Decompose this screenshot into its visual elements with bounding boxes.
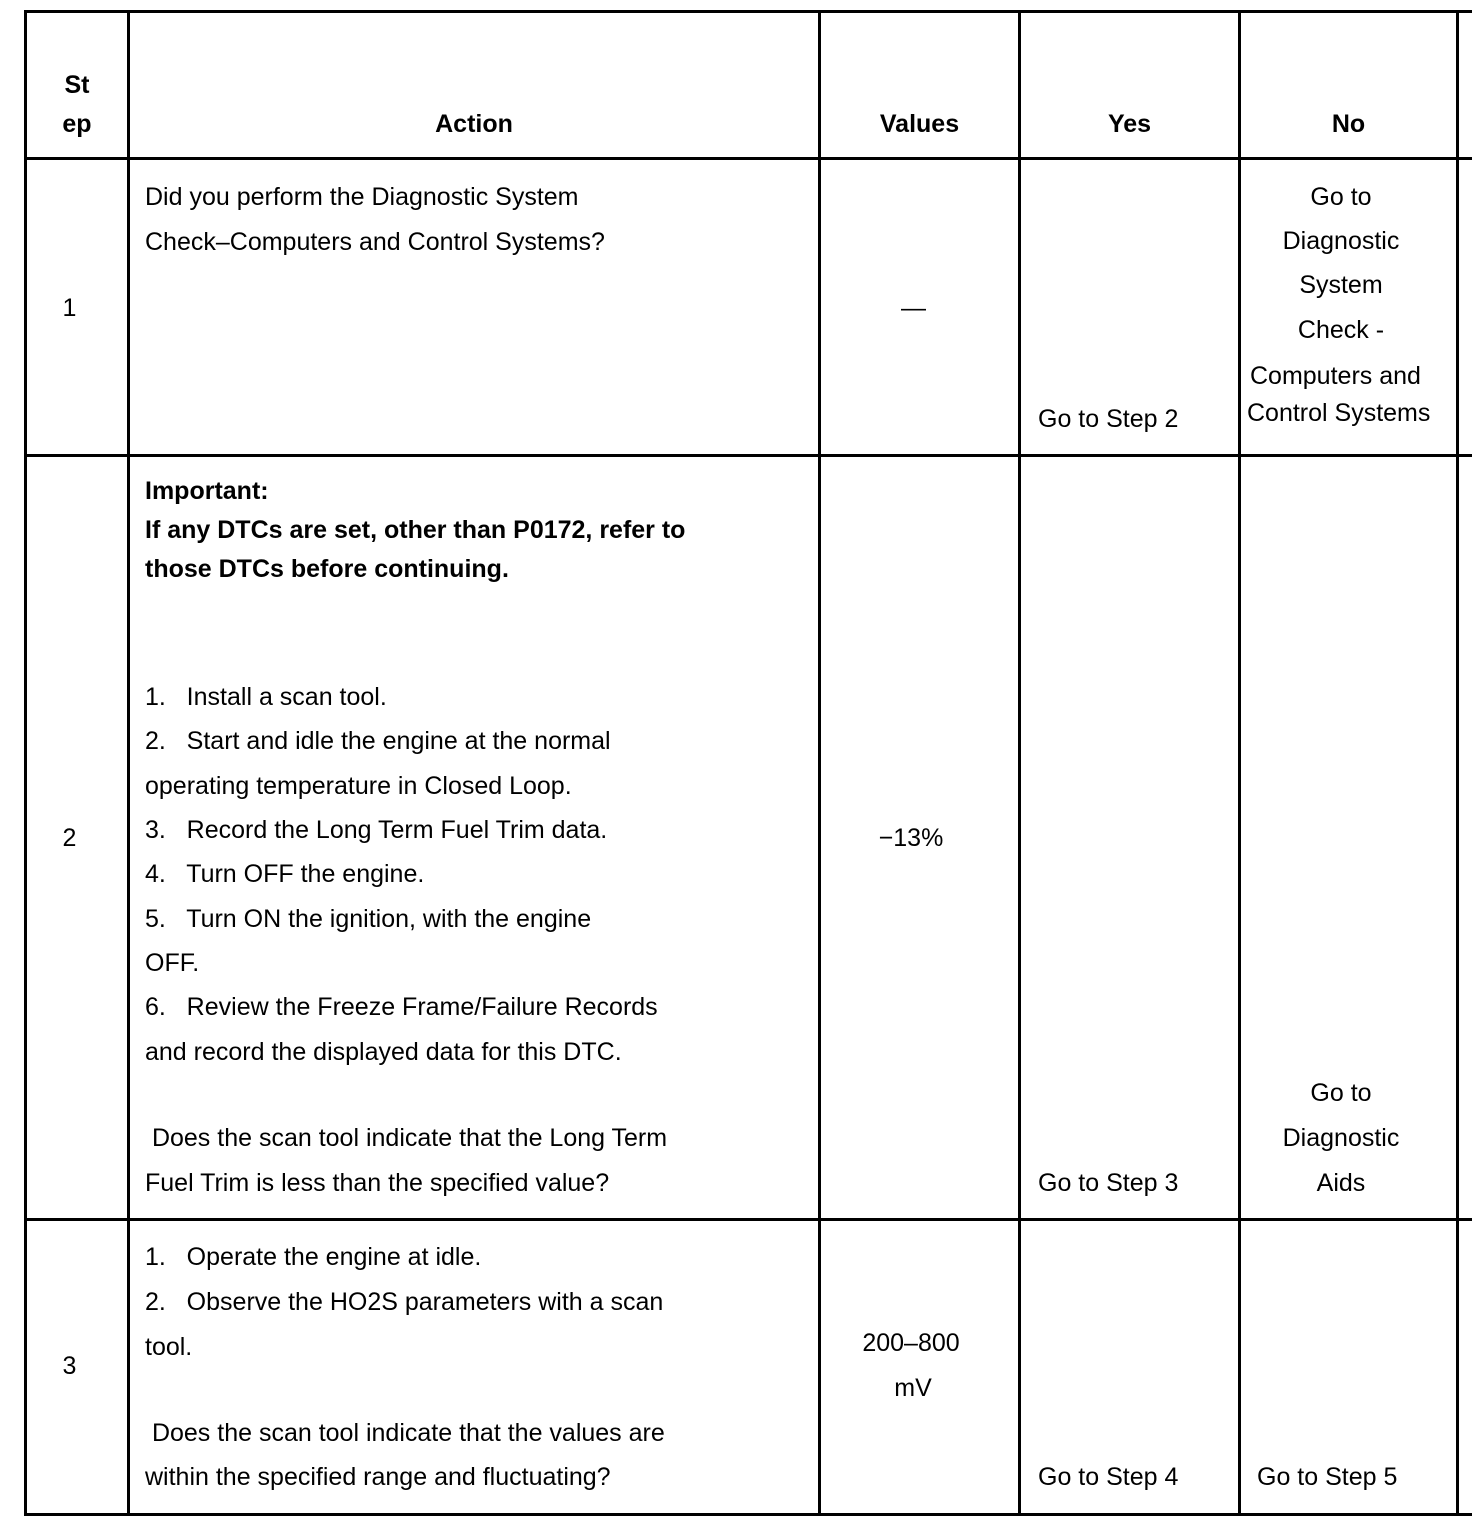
row2-action-line7: OFF. <box>145 949 200 977</box>
row1-no-line1: Go to <box>1310 183 1372 211</box>
row3-question-line1: Does the scan tool indicate that the values are <box>145 1419 665 1447</box>
header-step-line2: ep <box>62 110 92 138</box>
important-text-line1: If any DTCs are set, other than P0172, refer to <box>145 516 686 544</box>
step-number-2: 2 <box>62 824 77 852</box>
column-divider-values <box>1018 10 1021 1516</box>
table-border-bottom <box>24 1513 1472 1516</box>
table-border-top <box>24 10 1472 13</box>
row2-action-line4: 3. Record the Long Term Fuel Trim data. <box>145 816 608 844</box>
row3-question-line2: within the specified range and fluctuating? <box>145 1463 611 1491</box>
row2-action-line3: operating temperature in Closed Loop. <box>145 772 572 800</box>
header-yes: Yes <box>1107 110 1152 138</box>
row3-value-line2: mV <box>894 1374 932 1402</box>
row2-action-line6: 5. Turn ON the ignition, with the engine <box>145 905 592 933</box>
row2-no-line2: Diagnostic <box>1282 1124 1400 1152</box>
row1-no-line6: Control Systems <box>1247 399 1431 427</box>
row2-action-line9: and record the displayed data for this DTC. <box>145 1038 622 1066</box>
step-number-3: 3 <box>62 1352 77 1380</box>
header-action: Action <box>435 110 513 138</box>
step-number-1: 1 <box>62 294 77 322</box>
row-divider-2 <box>24 1218 1472 1221</box>
row3-action-line1: 1. Operate the engine at idle. <box>145 1243 482 1271</box>
header-no: No <box>1331 110 1366 138</box>
row1-no-line3: System <box>1299 271 1383 299</box>
row1-no-line4: Check - <box>1297 316 1385 344</box>
header-step-line1: St <box>64 71 90 99</box>
row2-question-line2: Fuel Trim is less than the specified value? <box>145 1169 610 1197</box>
column-divider-step <box>127 10 130 1516</box>
row3-value-line1: 200–800 <box>862 1329 960 1357</box>
important-text-line2: those DTCs before continuing. <box>145 555 509 583</box>
row2-action-line5: 4. Turn OFF the engine. <box>145 860 425 888</box>
column-divider-action <box>818 10 821 1516</box>
row2-no-line1: Go to <box>1310 1079 1372 1107</box>
header-divider <box>24 157 1472 160</box>
row1-no-line5: Computers and <box>1250 362 1421 390</box>
row2-action-line2: 2. Start and idle the engine at the normal <box>145 727 611 755</box>
row1-action-line2: Check–Computers and Control Systems? <box>145 228 605 256</box>
row1-yes: Go to Step 2 <box>1038 405 1179 433</box>
table-border-right <box>1456 10 1459 1516</box>
row3-action-line3: tool. <box>145 1333 193 1361</box>
row2-yes: Go to Step 3 <box>1038 1169 1179 1197</box>
header-values: Values <box>879 110 960 138</box>
row1-action-line1: Did you perform the Diagnostic System <box>145 183 579 211</box>
row2-question-line1: Does the scan tool indicate that the Long Term <box>145 1124 668 1152</box>
row2-action-line8: 6. Review the Freeze Frame/Failure Records <box>145 993 658 1021</box>
row3-action-line2: 2. Observe the HO2S parameters with a scan <box>145 1288 664 1316</box>
row2-value: −13% <box>878 824 944 852</box>
row-divider-1 <box>24 454 1472 457</box>
row1-value: — <box>901 294 926 322</box>
row2-no-line3: Aids <box>1316 1169 1366 1197</box>
important-label: Important: <box>145 477 269 505</box>
row2-action-line1: 1. Install a scan tool. <box>145 683 387 711</box>
row3-yes: Go to Step 4 <box>1038 1463 1179 1491</box>
table-border-left <box>24 10 27 1516</box>
row1-no-line2: Diagnostic <box>1282 227 1400 255</box>
row3-no: Go to Step 5 <box>1257 1463 1398 1491</box>
